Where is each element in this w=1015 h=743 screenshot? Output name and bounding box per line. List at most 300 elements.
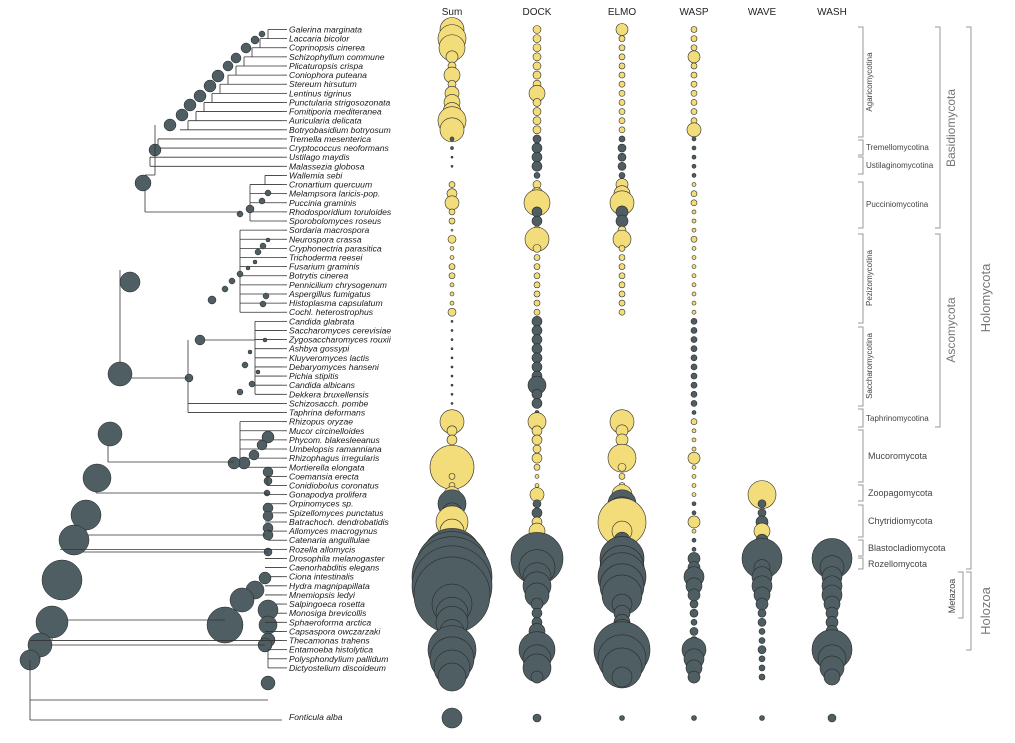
bubble-wasp (692, 228, 696, 232)
clade-chytridiomycota: Chytridiomycota (868, 516, 933, 526)
bubble-dock (533, 135, 541, 143)
clade-ustilaginomycotina: Ustilaginomycotina (866, 161, 934, 170)
bubble-wasp (692, 146, 696, 150)
tree-node (59, 525, 89, 555)
bubble-wasp (692, 164, 696, 168)
bubble-elmo (618, 162, 626, 170)
species-label: Cryphonectria parasitica (289, 243, 382, 254)
bubble-wasp (691, 318, 697, 324)
clade-agaricomycotina: Agaricomycotina (865, 52, 874, 112)
clade-tremellomycotina: Tremellomycotina (866, 143, 929, 152)
species-label: Trichoderma reesei (289, 252, 363, 263)
bubble-elmo (619, 255, 625, 261)
bubble-dock (532, 435, 542, 445)
bubble-elmo (616, 215, 628, 227)
bubble-wave (759, 665, 765, 671)
species-label: Caenorhabditis elegans (289, 562, 380, 573)
species-label: Melampsora laricis-pop. (289, 188, 381, 199)
tree-node (253, 260, 257, 264)
bubble-wasp (692, 155, 696, 159)
bubble-dock (534, 300, 540, 306)
bubble-wave (758, 609, 766, 617)
bubble-sum (450, 292, 454, 296)
bubble-wasp (691, 236, 697, 242)
tree-node (108, 362, 132, 386)
tree-node (248, 350, 252, 354)
bubble-sum (451, 156, 453, 158)
bubble-wasp (690, 627, 698, 635)
bubble-dock (533, 117, 541, 125)
phylogenetic-tree (20, 30, 287, 721)
tree-node (42, 560, 82, 600)
bubble-wasp (692, 292, 696, 296)
species-label: Auricularia delicata (289, 115, 362, 126)
species-label: Cryptococcus neoformans (289, 143, 389, 154)
bubble-outgroup-dock (533, 714, 541, 722)
bracket-ascomycota (935, 234, 940, 427)
species-label: Saccharomyces cerevisiae (289, 325, 392, 336)
species-label: Cronartium quercuum (289, 179, 373, 190)
clade-pezizomycotina: Pezizomycotina (865, 249, 874, 307)
bubble-sum (451, 384, 453, 386)
bubble-wasp (691, 346, 697, 352)
bubble-sum (450, 137, 454, 141)
bubble-elmo (619, 264, 625, 270)
bubble-wasp (692, 210, 696, 214)
bubble-wasp (688, 516, 700, 528)
bubble-dock (534, 255, 540, 261)
species-label: Candida albicans (289, 380, 355, 391)
bubble-sum (447, 435, 457, 445)
bracket-holozoa (966, 572, 971, 650)
bubble-wasp (688, 452, 700, 464)
bubble-sum (448, 308, 456, 316)
bracket-holomycota (966, 27, 971, 569)
bubble-sum (451, 366, 453, 368)
species-label: Dekkera bruxellensis (289, 389, 369, 400)
bracket-pucciniomycotina (858, 182, 863, 228)
bubble-wasp (691, 45, 697, 51)
bubble-wasp (692, 465, 696, 469)
bubble-dock (532, 335, 542, 345)
bubble-wasp (692, 438, 696, 442)
tree-node (266, 238, 270, 242)
bubble-wasp (691, 109, 697, 115)
bubble-dock (534, 273, 540, 279)
tree-node (246, 205, 254, 213)
bubble-wasp (688, 671, 700, 683)
bubble-dock (532, 325, 542, 335)
species-label: Mortierella elongata (289, 462, 365, 473)
bubble-wasp (691, 191, 697, 197)
bubble-sum (451, 329, 453, 331)
bubble-wave (759, 638, 765, 644)
bubble-wasp (692, 474, 696, 478)
tree-node (222, 286, 228, 292)
bubble-sum (447, 426, 457, 436)
bubble-elmo (619, 172, 625, 178)
tree-node (263, 511, 273, 521)
bubble-wasp (691, 90, 697, 96)
bubble-wasp (691, 391, 697, 397)
bubble-elmo (618, 463, 626, 471)
tree-node (229, 278, 235, 284)
tree-node (261, 676, 275, 690)
species-label: Mucor circinelloides (289, 425, 365, 436)
bubble-dock (533, 108, 541, 116)
bubble-wasp (691, 36, 697, 42)
bubble-dock (532, 207, 542, 217)
bubble-wasp (691, 200, 697, 206)
tree-node (259, 572, 271, 584)
bubble-elmo (619, 136, 625, 142)
bubble-dock (533, 126, 541, 134)
bracket-taphrinomycotina (858, 409, 863, 427)
bubble-wave (756, 598, 768, 610)
tree-node (249, 381, 255, 387)
bubble-elmo (619, 245, 625, 251)
tree-node (120, 272, 140, 292)
clade-ascomycota: Ascomycota (944, 297, 958, 363)
species-label: Botryobasidium botryosum (289, 124, 391, 135)
bubble-elmo (619, 273, 625, 279)
bubble-wasp (690, 609, 698, 617)
clade-saccharomycotina: Saccharomycotina (865, 333, 874, 399)
species-label: Kluyveromyces lactis (289, 352, 370, 363)
bubble-elmo (619, 63, 625, 69)
bubble-dock (535, 484, 539, 488)
species-label: Punctularia strigosozonata (289, 97, 391, 108)
bracket-blastocladiomycota (858, 540, 863, 556)
bubble-sum (451, 147, 454, 150)
species-label: Fusarium graminis (289, 261, 360, 272)
bubble-wasp (691, 400, 697, 406)
species-label: Sphaeroforma arctica (289, 617, 372, 628)
bubble-elmo (619, 291, 625, 297)
bubble-wasp (691, 72, 697, 78)
bubble-dock (533, 181, 541, 189)
species-label: Mnemiopsis ledyi (289, 589, 355, 600)
bubble-sum (446, 51, 458, 63)
bubble-dock (532, 389, 542, 399)
bubble-dock (534, 172, 540, 178)
bubble-dock (533, 98, 541, 106)
bubble-elmo (618, 144, 626, 152)
tree-node (246, 266, 250, 270)
tree-node (237, 389, 243, 395)
bubble-dock (532, 362, 542, 372)
tree-node (212, 70, 224, 82)
species-label: Polysphondylium pallidum (289, 653, 389, 664)
tree-node (194, 90, 206, 102)
bubble-outgroup-sum (442, 708, 462, 728)
species-label: Schizophyllum commune (289, 51, 385, 62)
bubble-wasp (691, 364, 697, 370)
species-label: Conidiobolus coronatus (289, 480, 379, 491)
species-label: Drosophila melanogaster (289, 553, 385, 564)
bubble-elmo (619, 45, 625, 51)
bubble-wasp (692, 511, 696, 515)
species-label: Capsaspora owczarzaki (289, 626, 381, 637)
bubble-wasp (692, 484, 696, 488)
col-header-dock: DOCK (522, 7, 552, 18)
tree-node (242, 362, 248, 368)
bubble-wash (824, 669, 840, 685)
clade-rozellomycota: Rozellomycota (868, 559, 928, 569)
bubble-sum (451, 348, 453, 350)
tree-node (249, 450, 259, 460)
bubble-sum (451, 402, 453, 404)
clade-taphrinomycotina: Taphrinomycotina (866, 414, 929, 423)
species-label: Candida glabrata (289, 316, 355, 327)
tree-node (257, 440, 267, 450)
tree-node (231, 53, 241, 63)
bubble-wave (759, 656, 765, 662)
bubble-sum (438, 663, 466, 691)
tree-node (135, 175, 151, 191)
bracket-saccharomycotina (858, 327, 863, 406)
bubble-elmo (619, 282, 625, 288)
species-label: Spizellomyces punctatus (289, 507, 384, 518)
species-label: Stereum hirsutum (289, 79, 357, 90)
bubble-wasp (691, 419, 697, 425)
bubble-wasp (692, 246, 696, 250)
tree-node (263, 293, 269, 299)
bracket-mucoromycota (858, 430, 863, 482)
bubble-sum (451, 165, 453, 167)
bubble-dock (533, 500, 541, 508)
bubble-wasp (692, 411, 696, 415)
species-label: Coemansia erecta (289, 471, 359, 482)
bubble-wasp (690, 600, 698, 608)
bubble-wave (758, 618, 766, 626)
col-header-sum: Sum (441, 7, 463, 18)
bubble-elmo (619, 300, 625, 306)
bubble-matrix (412, 18, 852, 729)
tree-node (184, 99, 196, 111)
bubble-elmo (612, 667, 632, 687)
clade-holomycota: Holomycota (978, 263, 993, 333)
bubble-dock (532, 316, 542, 326)
tree-node (264, 477, 272, 485)
col-header-wasp: WASP (679, 7, 709, 18)
species-label: Ashbya gossypi (289, 343, 350, 354)
species-label: Wallemia sebi (289, 170, 343, 181)
bubble-wasp (691, 373, 697, 379)
species-label: Dictyostelium discoideum (289, 662, 386, 673)
tree-node (263, 467, 273, 477)
species-label: Coniophora puteana (289, 70, 367, 81)
bubble-sum (451, 393, 453, 395)
tree-node (98, 422, 122, 446)
col-header-wash: WASH (817, 7, 847, 18)
species-label: Ustilago maydis (289, 152, 350, 163)
bubble-sum (449, 264, 455, 270)
bubble-wasp (688, 51, 700, 63)
bubble-sum (451, 320, 453, 322)
tree-node (259, 198, 265, 204)
species-label: Thecamonas trahens (289, 635, 370, 646)
bubble-dock (533, 62, 541, 70)
bubble-sum (450, 301, 454, 305)
bubble-elmo (619, 309, 625, 315)
col-header-wave: WAVE (747, 7, 777, 18)
bubble-dock (533, 71, 541, 79)
bubble-wasp (691, 619, 697, 625)
tree-node (256, 370, 260, 374)
bubble-wasp (691, 63, 697, 69)
bubble-wasp (692, 137, 696, 141)
species-label: Sordaria macrospora (289, 225, 370, 236)
bubble-dock (531, 671, 543, 683)
bubble-dock (533, 35, 541, 43)
clade-holozoa: Holozoa (978, 587, 993, 635)
bubble-sum (445, 196, 459, 210)
bubble-sum (450, 246, 454, 250)
bubble-dock (534, 291, 540, 297)
species-label: Pennicilium chrysogenum (289, 279, 387, 290)
species-label: Tremella mesenterica (289, 133, 371, 144)
bubble-outgroup-wasp (692, 716, 697, 721)
bubble-elmo (619, 473, 625, 479)
bubble-wave (758, 500, 766, 508)
bubble-elmo (619, 72, 625, 78)
species-label: Puccinia graminis (289, 197, 357, 208)
species-label: Phycom. blakesleeanus (289, 434, 380, 445)
clade-annotations (858, 27, 993, 650)
tree-node (208, 296, 216, 304)
species-labels (288, 25, 392, 723)
species-label: Orpinomyces sp. (289, 498, 354, 509)
bubble-dock (533, 445, 541, 453)
bubble-dock (534, 464, 540, 470)
bubble-elmo (619, 90, 625, 96)
species-label: Entamoeba histolytica (289, 644, 374, 655)
bubble-elmo (619, 109, 625, 115)
bubble-dock (532, 398, 542, 408)
tree-node (230, 588, 254, 612)
bubble-dock (535, 474, 539, 478)
bubble-wasp (691, 27, 697, 33)
col-header-elmo: ELMO (607, 7, 637, 18)
species-label: Galerina marginata (289, 24, 363, 35)
bubble-dock (534, 282, 540, 288)
tree-node (176, 109, 188, 121)
clade-blastocladiomycota: Blastocladiomycota (868, 543, 946, 553)
bubble-wasp (692, 538, 696, 542)
species-label: Taphrina deformans (289, 407, 366, 418)
species-label: Batrachoch. dendrobatidis (289, 516, 389, 527)
tree-node (207, 607, 243, 643)
bubble-dock (533, 44, 541, 52)
tree-node (237, 271, 243, 277)
bubble-sum (450, 256, 454, 260)
species-label: Ciona intestinalis (289, 571, 354, 582)
bubble-dock (532, 508, 542, 518)
bubble-wasp (692, 301, 696, 305)
species-label: Rhodosporidium toruloides (289, 206, 392, 217)
bubble-outgroup-elmo (620, 716, 625, 721)
bubble-sum (448, 235, 456, 243)
bubble-elmo (619, 81, 625, 87)
bubble-wasp (691, 81, 697, 87)
bubble-dock (532, 161, 542, 171)
bubble-wasp (692, 265, 696, 269)
bubble-wasp (692, 447, 696, 451)
bubble-dock (532, 608, 542, 618)
species-label: Neurospora crassa (289, 234, 362, 245)
bubble-wasp (692, 493, 696, 497)
bubble-wasp (692, 219, 696, 223)
bracket-agaricomycotina (858, 27, 863, 137)
bubble-wasp (692, 547, 696, 551)
species-label: Fomitiporia mediteranea (289, 106, 382, 117)
bubble-dock (532, 426, 542, 436)
tree-node (223, 61, 233, 71)
bubble-sum (449, 218, 455, 224)
bubble-elmo (616, 24, 628, 36)
bubble-wasp (692, 173, 696, 177)
bubble-sum (449, 182, 455, 188)
tree-node (241, 43, 251, 53)
bubble-wave (759, 674, 765, 680)
bubble-dock (532, 152, 542, 162)
species-label: Umbelopsis ramanniana (289, 444, 382, 455)
bubble-dock (532, 453, 542, 463)
bubble-wave (758, 509, 766, 517)
species-label: Zygosaccharomyces rouxii (289, 334, 391, 345)
bubble-wasp (692, 256, 696, 260)
tree-node (83, 464, 111, 492)
tree-node (265, 190, 271, 196)
species-label: Lentinus tigrinus (289, 88, 352, 99)
species-label: Debaryomyces hanseni (289, 361, 379, 372)
clade-pucciniomycotina: Pucciniomycotina (866, 200, 929, 209)
bubble-wasp (692, 183, 696, 187)
species-label: Cochl. heterostrophus (289, 307, 374, 318)
bubble-dock (534, 309, 540, 315)
species-label: Botrytis cinerea (289, 270, 349, 281)
species-label: Coprinopsis cinerea (289, 42, 365, 53)
species-label: Sporobolomyces roseus (289, 216, 382, 227)
bubble-dock (532, 216, 542, 226)
bubble-outgroup-wash (828, 714, 836, 722)
bubble-wasp (692, 502, 696, 506)
species-label: Malassezia globosa (289, 161, 365, 172)
clade-metazoa: Metazoa (947, 578, 957, 614)
tree-node (260, 243, 266, 249)
tree-node (251, 36, 259, 44)
bubble-dock (532, 344, 542, 354)
species-label: Rhizopus oryzae (289, 416, 354, 427)
bubble-outgroup-wave (760, 716, 765, 721)
tree-node (259, 31, 265, 37)
bracket-metazoa (958, 572, 963, 618)
tree-node (204, 80, 216, 92)
bubble-sum (449, 209, 455, 215)
clade-zoopagomycota: Zoopagomycota (868, 488, 933, 498)
outgroup-label: Fonticula alba (289, 712, 343, 722)
bubble-sum (449, 273, 455, 279)
species-label: Rozella allomycis (289, 544, 356, 555)
species-label: Gonapodya prolifera (289, 489, 367, 500)
bubble-wasp (687, 123, 701, 137)
bubble-wasp (691, 337, 697, 343)
bubble-wasp (691, 355, 697, 361)
bracket-rozellomycota (858, 558, 863, 569)
bubble-wasp (692, 429, 696, 433)
species-label: Laccaria bicolor (289, 33, 350, 44)
